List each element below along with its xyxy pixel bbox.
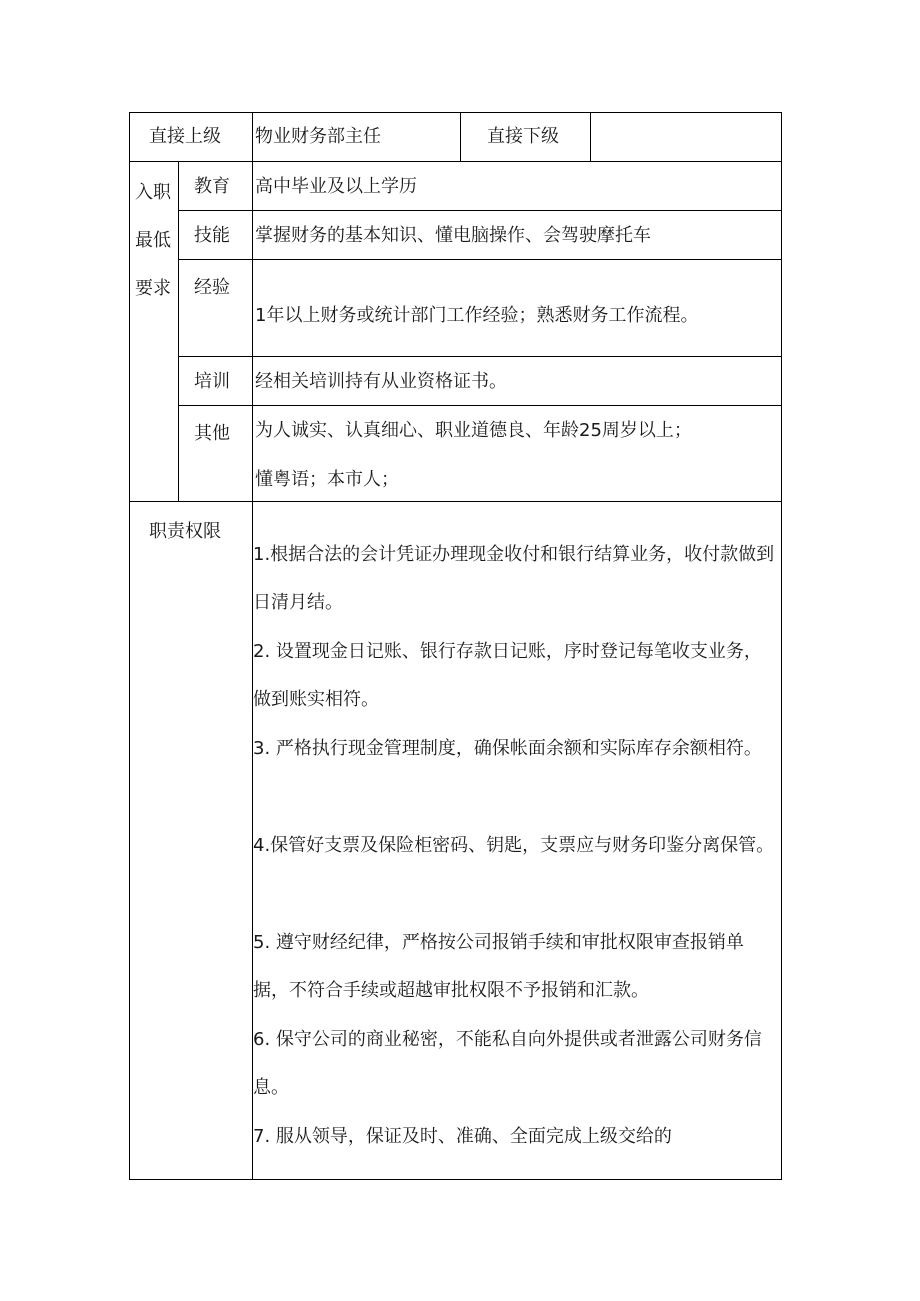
row-divider bbox=[178, 405, 781, 406]
duty-item: 7. 服从领导，保证及时、准确、全面完成上级交给的 bbox=[253, 1126, 672, 1147]
row-divider bbox=[130, 501, 781, 502]
subordinate-label: 直接下级 bbox=[487, 126, 559, 147]
row-divider bbox=[178, 259, 781, 260]
experience-label: 经验 bbox=[194, 277, 230, 298]
job-description-table bbox=[129, 112, 782, 1180]
duty-item: 6. 保守公司的商业秘密，不能私自向外提供或者泄露公司财务信息。 bbox=[253, 1029, 762, 1098]
duty-item: 4.保管好支票及保险柜密码、钥匙，支票应与财务印鉴分离保管。 bbox=[253, 835, 775, 856]
experience-value: 1年以上财务或统计部门工作经验；熟悉财务工作流程。 bbox=[255, 305, 699, 326]
row-divider bbox=[178, 356, 781, 357]
column-divider bbox=[590, 113, 591, 161]
duty-item: 3. 严格执行现金管理制度，确保帐面余额和实际库存余额相符。 bbox=[253, 738, 762, 759]
education-value: 高中毕业及以上学历 bbox=[255, 176, 417, 197]
row-divider bbox=[178, 210, 781, 211]
supervisor-label: 直接上级 bbox=[149, 126, 221, 147]
requirements-group-label: 入职 最低 要求 bbox=[135, 182, 171, 299]
training-label: 培训 bbox=[194, 371, 230, 392]
column-divider bbox=[178, 161, 179, 501]
other-label: 其他 bbox=[194, 423, 230, 444]
duty-item: 2. 设置现金日记账、银行存款日记账，序时登记每笔收支业务，做到账实相符。 bbox=[253, 641, 762, 710]
education-label: 教育 bbox=[194, 176, 230, 197]
duties-label: 职责权限 bbox=[149, 521, 221, 542]
skills-label: 技能 bbox=[194, 225, 230, 246]
row-divider bbox=[130, 161, 781, 162]
other-value-line-1: 为人诚实、认真细心、职业道德良、年龄25周岁以上； bbox=[255, 420, 692, 441]
column-divider bbox=[460, 113, 461, 161]
supervisor-value: 物业财务部主任 bbox=[255, 126, 381, 147]
duty-item: 1.根据合法的会计凭证办理现金收付和银行结算业务，收付款做到日清月结。 bbox=[253, 544, 775, 613]
other-value-line-2: 懂粤语；本市人； bbox=[255, 469, 399, 490]
training-value: 经相关培训持有从业资格证书。 bbox=[255, 371, 507, 392]
skills-value: 掌握财务的基本知识、懂电脑操作、会驾驶摩托车 bbox=[255, 225, 651, 246]
duty-item: 5. 遵守财经纪律，严格按公司报销手续和审批权限审查报销单据，不符合手续或超越审批权限不予报销和汇款。 bbox=[253, 932, 744, 1001]
